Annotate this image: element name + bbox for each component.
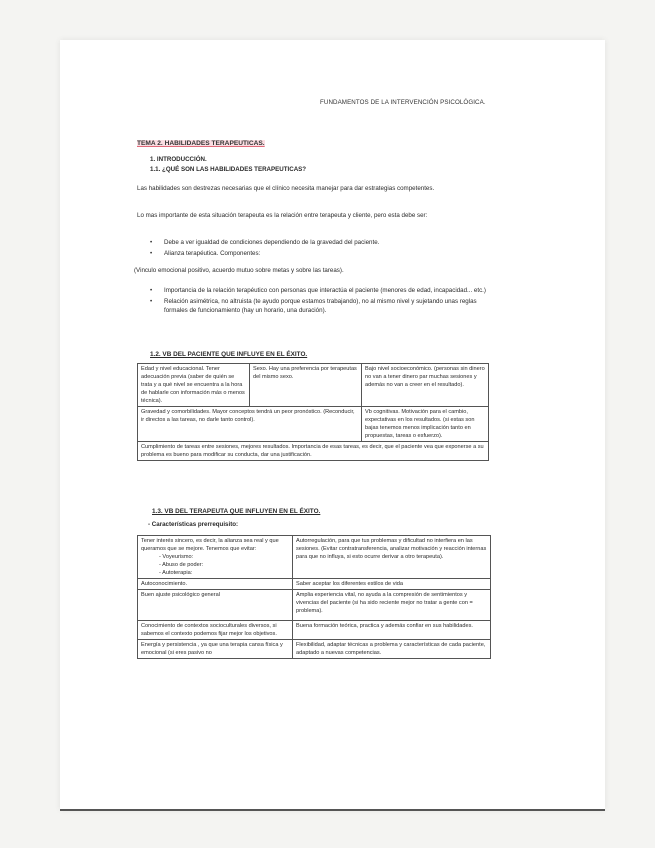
cell-text: Tener interés sincero, es decir, la alianza sea real y que queramos que se mejore. Tenemos que evitar: (141, 538, 279, 552)
table-cell: Gravedad y comorbilidades. Mayor conceptos tendrá un peor pronóstico. (Reconducir, ir directos a las tareas, no darle tanto control). (138, 407, 362, 442)
section-heading-therapist: 1.3. VB DEL TERAPEUTA QUE INFLUYEN EN EL ÉXITO. (152, 508, 321, 515)
section-heading-patient: 1.2. VB DEL PACIENTE QUE INFLUYE EN EL ÉXITO. (150, 351, 308, 358)
table-cell: Autoconocimiento. (138, 579, 293, 590)
list-item: • Importancia de la relación terapéutico con personas que interactúa el paciente (menores de edad, incapacidad... etc.) (150, 286, 490, 296)
topic-title-text: TEMA 2. HABILIDADES TERAPEUTICAS. (137, 140, 265, 147)
avoid-list (141, 553, 289, 577)
subheading-prerequisites: - Características prerrequisito: (148, 521, 239, 528)
list-item: • Debe a ver igualdad de condiciones dependiendo de la gravedad del paciente. (150, 238, 490, 248)
table-row (138, 579, 491, 590)
intro-item: 1. INTRODUCCIÓN. (150, 156, 207, 163)
list-item: - Voyeurismo: (159, 553, 289, 561)
therapist-variables-table (137, 535, 491, 659)
bottom-edge (60, 809, 605, 811)
bullet-list-conditions (150, 238, 490, 259)
table-row (138, 442, 489, 461)
table-cell: Flexibilidad, adaptar técnicas a problema y características de cada paciente, adaptado a nuevas competencias. (293, 640, 491, 659)
table-row (138, 536, 491, 579)
table-cell: Amplia experiencia vital, no ayuda a la compresión de sentimientos y vivencias del paciente (si ha sido reciente mejor no tratar a gente con = problema). (293, 590, 491, 621)
table-cell: Buen ajuste psicológico general (138, 590, 293, 621)
list-item: - Abuso de poder: (159, 561, 289, 569)
table-cell: Conocimiento de contextos socioculturales diversos, si sabemos el contexto podemos fijar mejor los objetivos. (138, 621, 293, 640)
table-row (138, 407, 489, 442)
table-row (138, 621, 491, 640)
table-row (138, 590, 491, 621)
topic-title (137, 140, 265, 147)
table-cell: Vb cognitivas. Motivación para el cambio, expectativas en los resultados. (si estas son bajas tenemos menos implicación tanto en propuestas, tareas o esfuerzo). (362, 407, 489, 442)
table-cell: Cumplimiento de tareas entre sesiones, mejores resultados. Importancia de esas tareas, es decir, que el paciente vea que exponerse a su problema es bueno para modificar su conducta, dar una justificación. (138, 442, 489, 461)
table-cell: Energía y persistencia , ya que una terapia cansa física y emocional (si eres pasivo no (138, 640, 293, 659)
table-cell: Saber aceptar los diferentes estilos de vida (293, 579, 491, 590)
patient-variables-table (137, 363, 489, 461)
page-header: FUNDAMENTOS DE LA INTERVENCIÓN PSICOLÓGICA. (320, 99, 486, 106)
table-cell: Sexo. Hay una preferencia por terapeutas del mismo sexo. (250, 364, 362, 407)
table-row (138, 364, 489, 407)
list-item: • Alianza terapéutica. Componentes: (150, 249, 490, 259)
table-cell (138, 536, 293, 579)
paragraph-alliance: (Vinculo emocional positivo, acuerdo mutuo sobre metas y sobre las tareas). (134, 267, 344, 274)
bullet-list-relation (150, 286, 490, 317)
list-item: • Relación asimétrica, no altruista (te ayudo porque estamos trabajando), no al mismo nivel y sujetando unas reglas formales de funcionamiento (hay un horario, una duración). (150, 297, 490, 316)
list-item: - Autoterapia: (159, 569, 289, 577)
table-cell: Edad y nivel educacional. Tener adecuación previa (saber de quién se trata y a qué nivel se encuentra a la hora de hablarle con información más o menos técnica). (138, 364, 250, 407)
table-row (138, 640, 491, 659)
paragraph-definition: Las habilidades son destrezas necesarias que el clínico necesita manejar para dar estrategias competentes. (137, 185, 435, 192)
intro-list (150, 155, 306, 175)
table-cell: Autorregulación, para que tus problemas y dificultad no interfiera en las sesiones. (Evitar contratransferencia, analizar motivación y reacción internas para que no influya, si esto ocurre derivar a otro terapeuta). (293, 536, 491, 579)
table-cell: Bajo nivel socioeconómico. (personas sin dinero no van a tener dinero par muchas sesiones y además no van a creer en el resultado). (362, 364, 489, 407)
paragraph-relation: Lo mas importante de esta situación terapeuta es la relación entre terapeuta y cliente, pero esta debe ser: (137, 212, 428, 219)
table-cell: Buena formación teórica, practica y además confiar en sus habilidades. (293, 621, 491, 640)
intro-item: 1.1. ¿QUÉ SON LAS HABILIDADES TERAPEUTICAS? (150, 166, 307, 173)
